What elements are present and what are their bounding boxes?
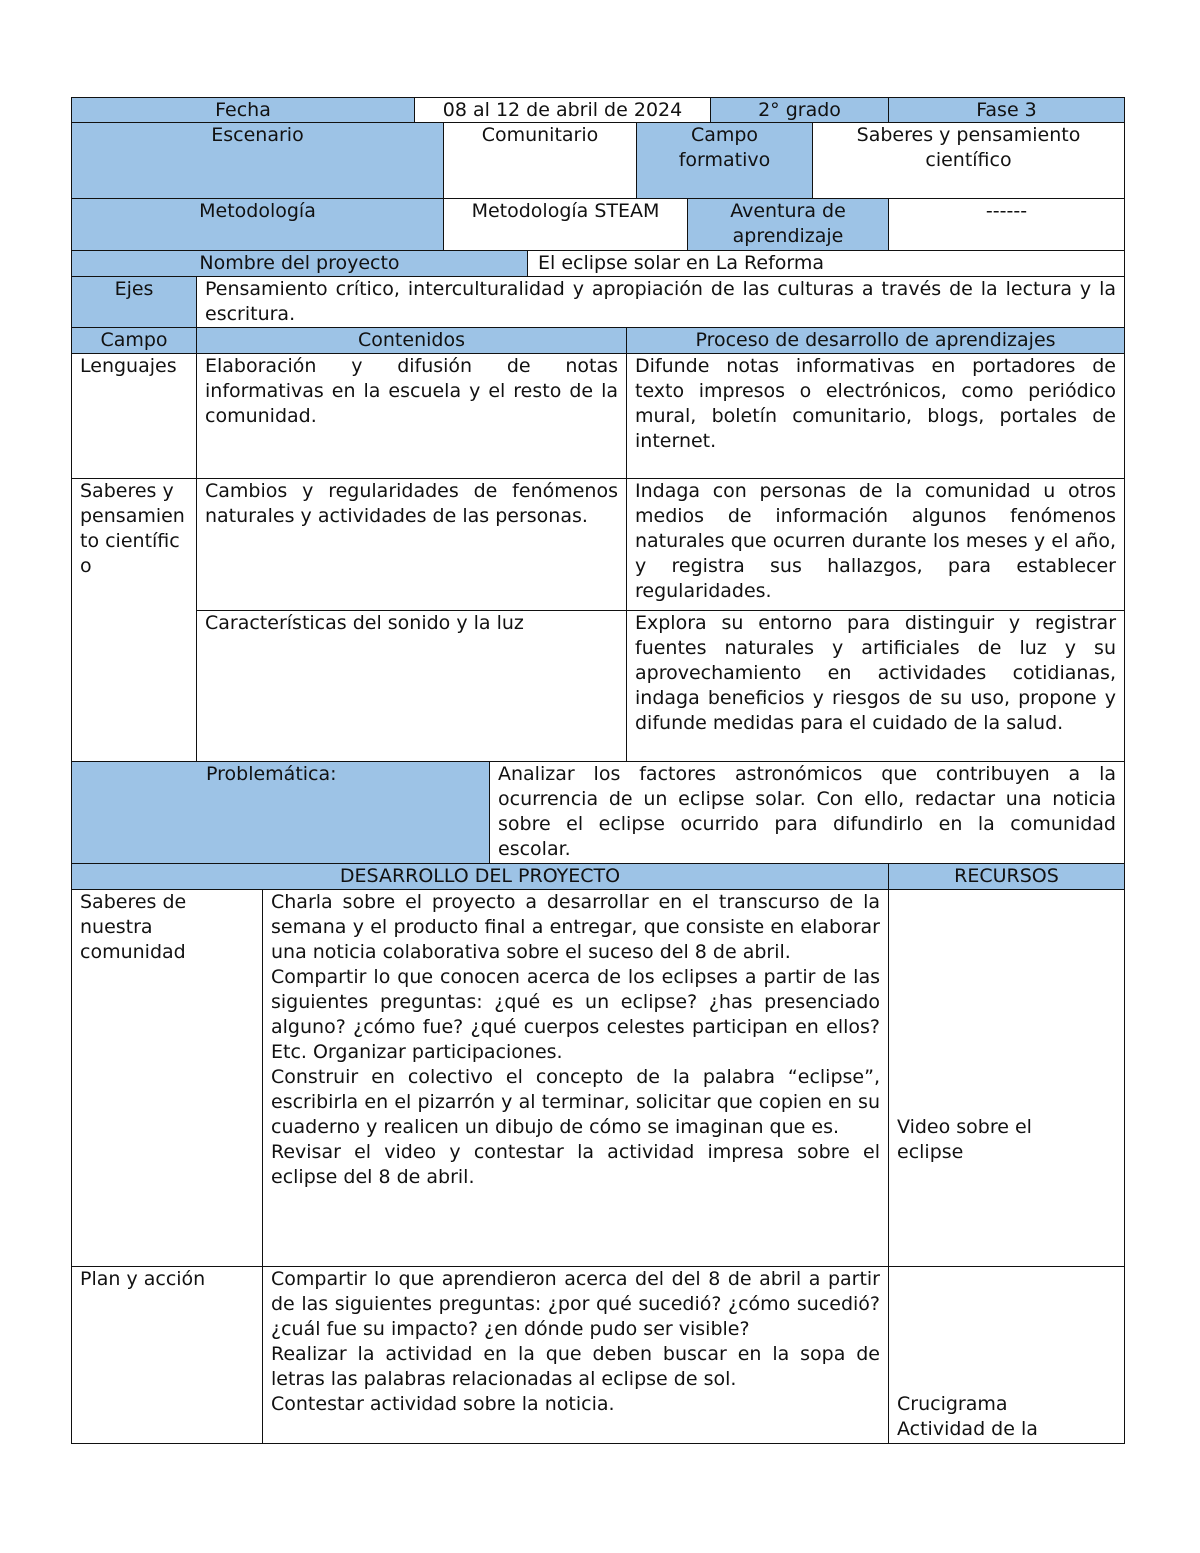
recurso-text: Crucigrama — [897, 1393, 1008, 1415]
activity-paragraph: Compartir lo que conocen acerca de los eclipses a partir de las siguientes preguntas: ¿qué es un eclipse? ¿has presenciado alguno? ¿cómo fue? ¿qué cuerpos celestes participan en ellos? Etc. Organizar participaciones. — [271, 966, 880, 1063]
activity-paragraph: Construir en colectivo el concepto de la palabra “eclipse”, escribirla en el pizarrón y al terminar, solicitar que copien en su cuaderno y realicen un dibujo de cómo se imaginan que es. — [271, 1066, 880, 1138]
proceso-sonido-luz: Explora su entorno para distinguir y registrar fuentes naturales y artificiales de luz y su aprovechamiento en actividades cotidianas, indaga beneficios y riesgos de su uso, propone y difunde medidas para el cuidado de la salud. — [626, 610, 1125, 762]
activity-paragraph: Revisar el video y contestar la actividad impresa sobre el eclipse del 8 de abril. — [271, 1141, 880, 1188]
ejes-label: Ejes — [71, 276, 197, 328]
grado-cell: 2° grado — [710, 97, 889, 123]
proyecto-value: El eclipse solar en La Reforma — [527, 250, 1125, 277]
col-header-campo: Campo — [71, 327, 197, 354]
campo-formativo-label: Campo formativo — [636, 122, 813, 199]
metodologia-value: Metodología STEAM — [443, 198, 688, 251]
campo-formativo-value: Saberes y pensamiento científico — [812, 122, 1125, 199]
fecha-value: 08 al 12 de abril de 2024 — [414, 97, 711, 123]
contenido-lenguajes: Elaboración y difusión de notas informativas en la escuela y el resto de la comunidad. — [196, 353, 627, 479]
col-header-contenidos: Contenidos — [196, 327, 627, 354]
recursos-plan — [888, 1266, 1125, 1444]
recursos-saberes — [888, 889, 1125, 1267]
fase-cell: Fase 3 — [888, 97, 1125, 123]
problematica-text: Analizar los factores astronómicos que contribuyen a la ocurrencia de un eclipse solar. Con ello, redactar una noticia sobre el eclipse ocurrido para difundirlo en la comunidad escolar. — [489, 761, 1125, 864]
ejes-value: Pensamiento crítico, interculturalidad y apropiación de las culturas a través de la lectura y la escritura. — [196, 276, 1125, 328]
activity-paragraph: Compartir lo que aprendieron acerca del del 8 de abril a partir de las siguientes preguntas: ¿por qué sucedió? ¿cómo sucedió? ¿cuál fue su impacto? ¿en dónde pudo ser visible? — [271, 1268, 880, 1340]
campo-saberes: Saberes y pensamiento científico — [71, 478, 197, 762]
aventura-label: Aventura de aprendizaje — [687, 198, 889, 251]
col-header-proceso: Proceso de desarrollo de aprendizajes — [626, 327, 1125, 354]
problematica-label: Problemática: — [71, 761, 490, 864]
activity-paragraph: Realizar la actividad en la que deben buscar en la sopa de letras las palabras relacionadas al eclipse de sol. — [271, 1343, 880, 1390]
proceso-lenguajes: Difunde notas informativas en portadores de texto impresos o electrónicos, como periódico mural, boletín comunitario, blogs, portales de internet. — [626, 353, 1125, 479]
escenario-value: Comunitario — [443, 122, 637, 199]
phase-name-saberes: Saberes de nuestra comunidad — [71, 889, 263, 1267]
activity-paragraph: Charla sobre el proyecto a desarrollar en el transcurso de la semana y el producto final a entregar, que consiste en elaborar una noticia colaborativa sobre el suceso del 8 de abril. — [271, 891, 880, 963]
escenario-label: Escenario — [71, 122, 444, 199]
proceso-cambios: Indaga con personas de la comunidad u otros medios de información algunos fenómenos naturales que ocurren durante los meses y el año, y registra sus hallazgos, para establecer regularidades. — [626, 478, 1125, 611]
metodologia-label: Metodología — [71, 198, 444, 251]
aventura-value: ------ — [888, 198, 1125, 251]
recurso-text: Video sobre el eclipse — [897, 1116, 1032, 1163]
recursos-header: RECURSOS — [888, 863, 1125, 890]
recurso-text: Actividad de la — [897, 1418, 1038, 1440]
fecha-label: Fecha — [71, 97, 415, 123]
desarrollo-header: DESARROLLO DEL PROYECTO — [71, 863, 889, 890]
activity-paragraph: Contestar actividad sobre la noticia. — [271, 1393, 615, 1415]
phase-name-plan: Plan y acción — [71, 1266, 263, 1444]
contenido-sonido-luz: Características del sonido y la luz — [196, 610, 627, 762]
campo-lenguajes: Lenguajes — [71, 353, 197, 479]
phase-activities-saberes — [262, 889, 889, 1267]
phase-activities-plan — [262, 1266, 889, 1444]
proyecto-label: Nombre del proyecto — [71, 250, 528, 277]
contenido-cambios: Cambios y regularidades de fenómenos naturales y actividades de las personas. — [196, 478, 627, 611]
